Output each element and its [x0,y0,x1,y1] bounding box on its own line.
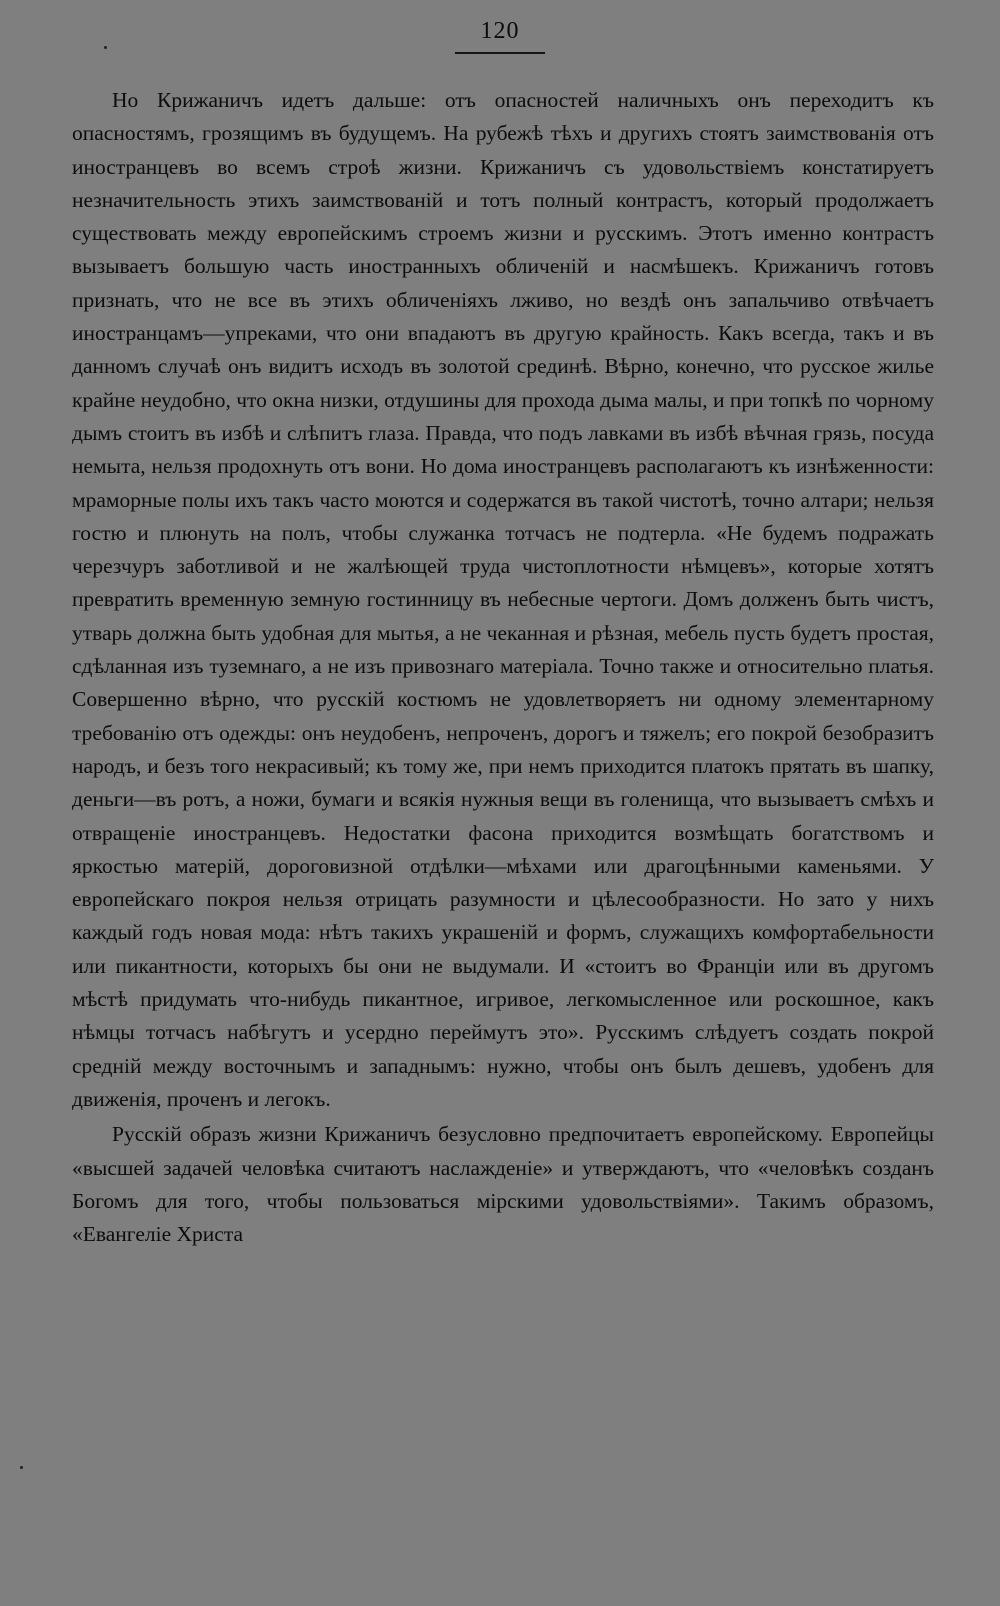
body-text [72,84,934,1251]
page-number: 120 [480,18,520,44]
paragraph: Но Крижаничъ идетъ дальше: отъ опасностей наличныхъ онъ переходитъ къ опасностямъ, грозящимъ въ будущемъ. На рубежѣ тѣхъ и другихъ стоятъ заимствованія отъ иностранцевъ во всемъ строѣ жизни. Крижаничъ съ удовольствіемъ констатируетъ незначительность этихъ заимствованій и тотъ полный контрастъ, который продолжаетъ существовать между европейскимъ строемъ жизни и русскимъ. Этотъ именно контрастъ вызываетъ большую часть иностранныхъ обличеній и насмѣшекъ. Крижаничъ готовъ признать, что не все въ этихъ обличеніяхъ лживо, но вездѣ онъ запальчиво отвѣчаетъ иностранцамъ—упреками, что они впадаютъ въ другую крайность. Какъ всегда, такъ и въ данномъ случаѣ онъ видитъ исходъ въ золотой срединѣ. Вѣрно, конечно, что русское жилье крайне неудобно, что окна низки, отдушины для прохода дыма малы, и при топкѣ по чорному дымъ стоитъ въ избѣ и слѣпитъ глаза. Правда, что подъ лавками въ избѣ вѣчная грязь, посуда немыта, нельзя продохнуть отъ вони. Но дома иностранцевъ располагаютъ къ изнѣженности: мраморные полы ихъ такъ часто моются и содержатся въ такой чистотѣ, точно алтари; нельзя гостю и плюнуть на полъ, чтобы служанка тотчасъ не подтерла. «Не будемъ подражать черезчуръ заботливой и не жалѣющей труда чистоплотности нѣмцевъ», которые хотятъ превратить временную земную гостинницу въ небесные чертоги. Домъ долженъ быть чистъ, утварь должна быть удобная для мытья, а не чеканная и рѣзная, мебель пусть будетъ простая, сдѣланная изъ туземнаго, а не изъ привознаго матеріала. Точно также и относительно платья. Совершенно вѣрно, что русскій костюмъ не удовлетворяетъ ни одному элементарному требованію отъ одежды: онъ неудобенъ, непроченъ, дорогъ и тяжелъ; его покрой безобразитъ народъ, и безъ того некрасивый; къ тому же, при немъ приходится платокъ прятать въ шапку, деньги—въ ротъ, а ножи, бумаги и всякія нужныя вещи въ голенища, что вызываетъ смѣхъ и отвращеніе иностранцевъ. Недостатки фасона приходится возмѣщать богатствомъ и яркостью матерій, дороговизной отдѣлки—мѣхами или драгоцѣнными каменьями. У европейскаго покроя нельзя отрицать разумности и цѣлесообразности. Но зато у нихъ каждый годъ новая мода: нѣтъ такихъ украшеній и формъ, служащихъ комфортабельности или пикантности, которыхъ бы они не выдумали. И «стоитъ во Франціи или въ другомъ мѣстѣ придумать что-нибудь пикантное, игривое, легкомысленное или роскошное, какъ нѣмцы тотчасъ набѣгутъ и усердно переймутъ это». Русскимъ слѣдуетъ создать покрой средній между восточнымъ и западнымъ: нужно, чтобы онъ былъ дешевъ, удобенъ для движенія, проченъ и легокъ. [72,88,934,1111]
page-number-rule [455,52,545,54]
scan-speck [104,46,107,49]
scan-speck [20,1466,23,1469]
paragraph: Русскій образъ жизни Крижаничъ безусловно предпочитаетъ европейскому. Европейцы «высшей задачей человѣка считаютъ наслажденіе» и утверждаютъ, что «человѣкъ созданъ Богомъ для того, чтобы пользоваться мірскими удовольствіями». Такимъ образомъ, «Евангеліе Христа [72,1122,934,1247]
